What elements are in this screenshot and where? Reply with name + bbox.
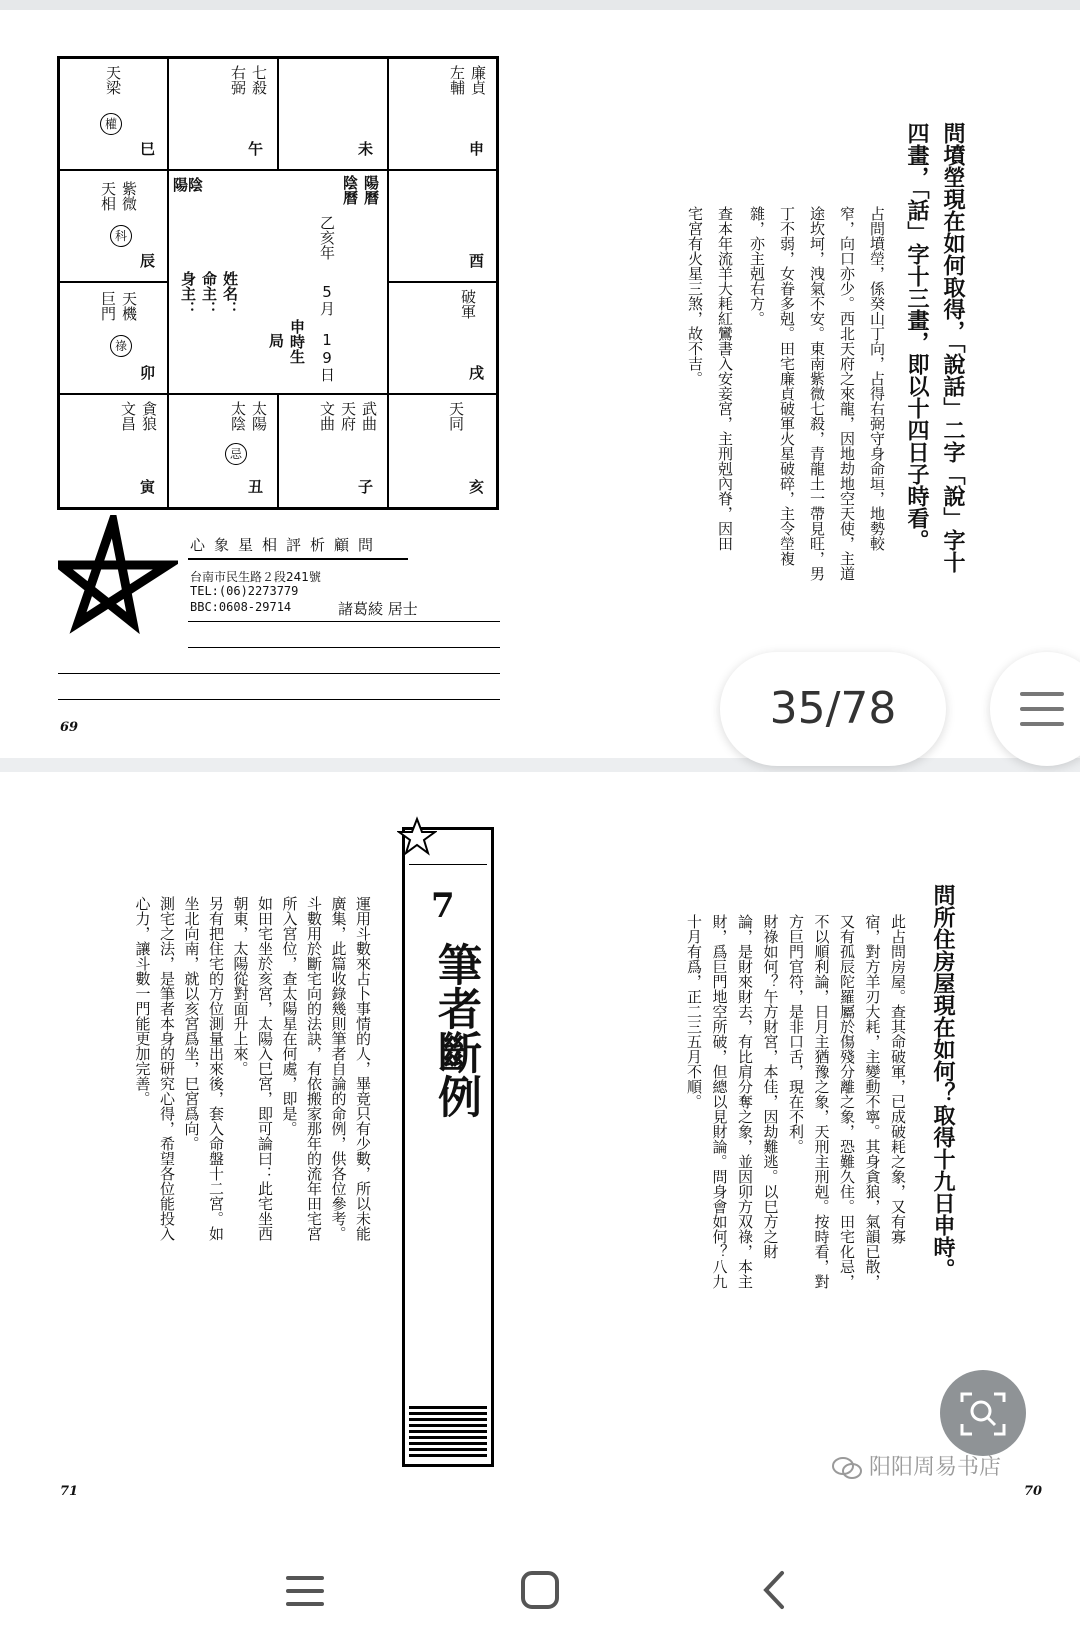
palace-stars: 紫微 天相	[99, 181, 138, 211]
palace-chen	[59, 170, 168, 282]
form-line	[188, 621, 500, 622]
watermark	[832, 1450, 1001, 1481]
pentagram-icon	[58, 515, 178, 635]
palace-chou	[168, 394, 278, 508]
back-icon[interactable]	[760, 1570, 788, 1610]
page-number: 70	[1024, 1484, 1043, 1499]
calendar-label: 陽曆 陰曆	[341, 175, 380, 205]
question-body: 此占問房屋。查其命破軍，已成破耗之象，又有寡 宿，對方羊刃大耗，主變動不寧。其身貪狼，氣韻已散， 又有孤辰陀羅屬於傷殘分離之象，恐難久住。田宅化忌， 不以順利論，日月主猶豫之象，天刑主刑剋。按時看，對 方巨門官符，是非口舌，現在不利。 財祿如何？午方財宮，本佳，因劫難逃。以巳方之財 論，是財來財去，有比肩分奪之象，並因卯方双祿，本主 財，爲巨門地空所破，但總以見財論。問身會如何？八九 十月有爲，正二三五月不順。	[685, 914, 907, 1289]
book-page-spread-top	[0, 10, 1080, 758]
palace-xu	[388, 282, 497, 394]
chart-center	[168, 170, 388, 394]
palace-branch: 亥	[468, 478, 484, 496]
science-badge: 科	[110, 225, 132, 247]
chapter-number: 7	[431, 886, 455, 926]
palace-wei	[278, 58, 388, 170]
birth-time: 申時生	[288, 319, 306, 364]
studio-address: 台南市民生路２段241號	[190, 570, 321, 584]
image-search-icon	[960, 1390, 1006, 1436]
palace-branch: 未	[357, 140, 373, 158]
studio-tel: TEL:(06)2273779	[190, 584, 299, 598]
wealth-badge: 祿	[110, 335, 132, 357]
wechat-icon	[832, 1457, 862, 1479]
palace-stars: 天同	[447, 401, 465, 431]
studio-author: 諸葛綾 居士	[338, 600, 418, 618]
yinyang-label: 陽陰	[173, 176, 204, 194]
chapter-body: 運用斗數來占卜事情的人，畢竟只有少數，所以未能 廣集，此篇收錄幾則筆者自論的命例，供各位參考。 斗數用於斷宅向的法訣，有依搬家那年的流年田宅宮 所入宮位，查太陽星在何處，即是。 如田宅坐於亥宮，太陽入巳宮，即可論曰：此宅坐西 朝東，太陽從對面升上來。 另有把住宅的方位測量出來後，套入命盤十二宮。如 坐北向南，就以亥宮爲坐，巳宮爲向。 測宅之法，是筆者本身的研究心得，希望各位能投入 心力，讓斗數一門能更加完善。	[133, 896, 372, 1241]
page-number: 71	[60, 1484, 79, 1499]
palace-shen	[388, 58, 497, 170]
palace-branch: 辰	[139, 252, 155, 270]
chapter-banner	[402, 827, 494, 1467]
paragraph: 查本年流羊大耗紅鸞書入安妾宮，主刑剋內脊，因田 宅宮有火星三煞，故不吉。	[686, 206, 734, 551]
owner-fields: 姓名： 命主： 身主：	[179, 271, 239, 316]
palace-hai	[388, 394, 497, 508]
page-number: 69	[60, 720, 79, 735]
menu-icon	[1020, 690, 1064, 728]
date-year: 乙亥年	[318, 215, 336, 260]
palace-stars: 貪狼 文昌	[119, 401, 158, 431]
star-icon	[397, 816, 437, 856]
studio-bbc: BBC:0608-29714	[190, 600, 292, 614]
date-month: 5月	[318, 283, 336, 316]
question-title: 問墳塋現在如何取得，「說話」二字「說」字十 四畫，「話」字十三畫，即以十四日子時看。	[904, 122, 965, 573]
palace-stars: 七殺 右弼	[229, 65, 268, 95]
palace-si	[59, 58, 168, 170]
palace-stars: 天機 巨門	[99, 291, 138, 321]
form-line	[58, 673, 500, 674]
palace-mao	[59, 282, 168, 394]
palace-stars: 破軍	[459, 289, 477, 319]
palace-stars: 太陽 太陰	[229, 401, 268, 431]
stamp-rule	[188, 558, 408, 560]
ziwei-chart-grid	[57, 56, 499, 510]
ju-label: 局	[267, 333, 285, 348]
banner-stripes	[409, 1406, 487, 1460]
palace-stars: 天梁	[104, 65, 122, 95]
palace-stars: 廉貞 左輔	[448, 65, 487, 95]
book-page-spread-bottom	[0, 772, 1080, 1512]
palace-branch: 戌	[468, 364, 484, 382]
status-strip	[0, 0, 1080, 10]
watermark-text: 阳阳周易书店	[869, 1455, 1002, 1480]
power-badge: 權	[100, 113, 122, 135]
form-line	[58, 699, 500, 700]
chapter-title: 筆者斷例	[430, 942, 481, 1118]
paragraph: 占問墳塋，係癸山丁向，占得右弼守身命垣，地勢較 窄，向口亦少。西北天府之來龍，因地劫地空天使，主道 途坎坷，洩氣不安。東南紫微七殺，青龍土一帶見旺，男 丁不弱，女眷多剋。田宅廉貞破軍火星破碎，主令塋複 雜，亦主剋右方。	[748, 206, 886, 581]
palace-branch: 巳	[139, 140, 155, 158]
palace-branch: 卯	[139, 364, 155, 382]
palace-branch: 子	[357, 478, 373, 496]
recent-apps-icon[interactable]	[286, 1572, 324, 1610]
palace-zi	[278, 394, 388, 508]
image-search-button[interactable]	[940, 1370, 1026, 1456]
palace-stars: 武曲 天府 文曲	[318, 401, 378, 431]
palace-wu	[168, 58, 278, 170]
palace-yin	[59, 394, 168, 508]
palace-you	[388, 170, 497, 282]
taboo-badge: 忌	[225, 443, 247, 465]
palace-branch: 酉	[468, 252, 484, 270]
palace-branch: 丑	[247, 478, 263, 496]
form-line	[188, 647, 500, 648]
studio-title: 心象星相評析顧問	[190, 536, 383, 554]
date-day: 19日	[318, 331, 336, 382]
palace-branch: 寅	[139, 478, 155, 496]
system-nav-bar	[0, 1512, 1080, 1644]
home-icon[interactable]	[520, 1570, 560, 1610]
palace-branch: 申	[468, 140, 484, 158]
page-indicator[interactable]: 35/78	[720, 652, 946, 766]
palace-branch: 午	[247, 140, 263, 158]
question-title: 問所住房屋現在如何？取得十九日申時。	[930, 884, 955, 1280]
